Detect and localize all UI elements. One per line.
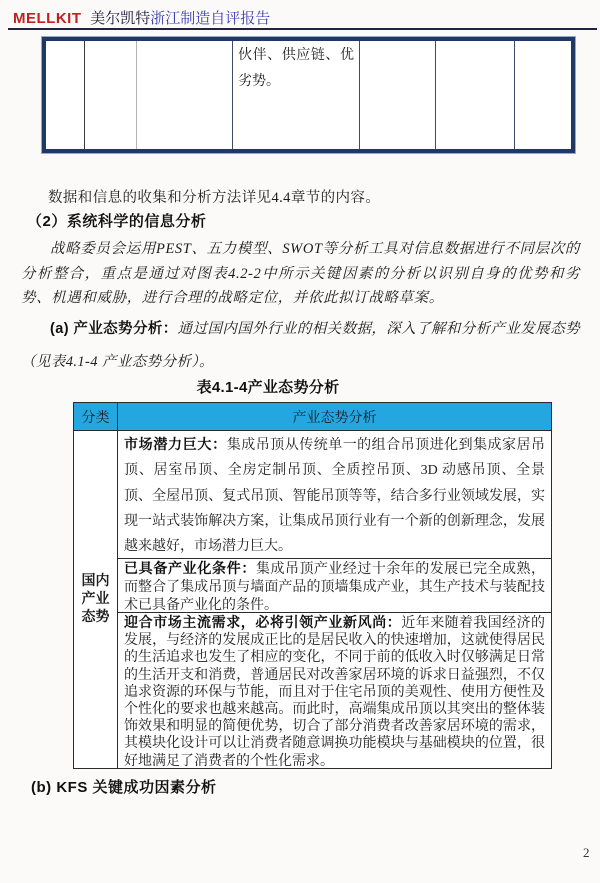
- table-header-analysis: 产业态势分析: [118, 403, 551, 431]
- company-name: 美尔凯特: [90, 11, 151, 27]
- item-a-label: (a) 产业态势分析：: [50, 321, 178, 337]
- row1-text: 集成吊顶从传统单一的组合吊顶进化到集成家居吊顶、居室吊顶、全房定制吊顶、全质控吊顶、3D 动感吊顶、全景顶、全屋吊顶、复式吊顶、智能吊顶等等，结合多行业领域发展，实现一站式装饰解决方案，让集成吊顶行业有一个新的创新理念，发展越来越好，市场潜力巨大。: [124, 438, 546, 555]
- fragment-cell-text: 伙伴、供应链、优劣势。: [238, 48, 354, 89]
- fragment-col-5: [359, 41, 435, 149]
- page-number: 2: [583, 845, 590, 860]
- industry-analysis-table: [73, 402, 552, 769]
- intro-paragraph: 数据和信息的收集和分析方法详见4.4章节的内容。: [48, 190, 381, 206]
- analysis-table-fragment: [42, 37, 575, 153]
- section-heading-2: （2）系统科学的信息分析: [27, 213, 207, 230]
- strategy-paragraph: 战略委员会运用PEST、五力模型、SWOT等分析工具对信息数据进行不同层次的分析整合，重点是通过对图表4.2-2中所示关键因素的分析以识别自身的优势和劣势、机遇和威胁，进行合理的战略定位，并依此拟订战略草案。: [21, 241, 580, 307]
- row2-text: 集成吊顶产业经过十余年的发展已完全成熟，而整合了集成吊顶与墙面产品的顶墙集成产业，其生产技术与装配技术已具备产业化的条件。: [124, 562, 545, 613]
- row2-lead: 已具备产业化条件：: [124, 562, 257, 577]
- category-label: 国内产业态势: [81, 573, 110, 625]
- table-row-market-demand: [118, 613, 551, 768]
- fragment-col-3: [136, 41, 232, 149]
- row3-lead: 迎合市场主流需求，必将引领产业新风尚：: [124, 616, 402, 631]
- table-row-market-potential: [118, 431, 551, 559]
- header-rule: [8, 28, 597, 30]
- fragment-col-6: [435, 41, 514, 149]
- item-a-paragraph: [21, 313, 580, 379]
- table-header-category: 分类: [74, 403, 118, 431]
- row3-text: 近年来随着我国经济的发展，与经济的发展成正比的是居民收入的快速增加，这就使得居民的生活追求也发生了相应的变化，不同于前的低收入时仅够满足日常的生活开支和消费，普通居民对改善家居环境的诉求日益强烈，不仅追求资源的环保与节能，而且对于住宅吊顶的美观性、使用方便性及个性化的要求也越来越高。而此时，高端集成吊顶以其突出的整体装饰效果和明显的简便优势，切合了部分消费者改善家居环境的需求，其模块化设计可以让消费者随意调换功能模块与基础模块的位置，很好地满足了消费者的个性化需求。: [124, 616, 545, 768]
- item-b-heading: (b) KFS 关键成功因素分析: [31, 779, 217, 796]
- table-row-industrialization: [118, 559, 551, 613]
- table-caption: 表4.1-4产业态势分析: [196, 379, 340, 396]
- page-header: [13, 7, 270, 28]
- report-title: 浙江制造自评报告: [150, 11, 271, 27]
- category-label-cell: [74, 431, 118, 768]
- fragment-col-2: [84, 41, 136, 149]
- item-a-text: 通过国内国外行业的相关数据，深入了解和分析产业发展态势（见表4.1-4 产业态势分析）。: [21, 321, 580, 370]
- fragment-col-4: [232, 41, 359, 149]
- company-logo-text: MELLKIT: [13, 10, 82, 27]
- fragment-col-1: [46, 41, 84, 149]
- row1-lead: 市场潜力巨大：: [124, 438, 227, 453]
- fragment-col-7: [514, 41, 571, 149]
